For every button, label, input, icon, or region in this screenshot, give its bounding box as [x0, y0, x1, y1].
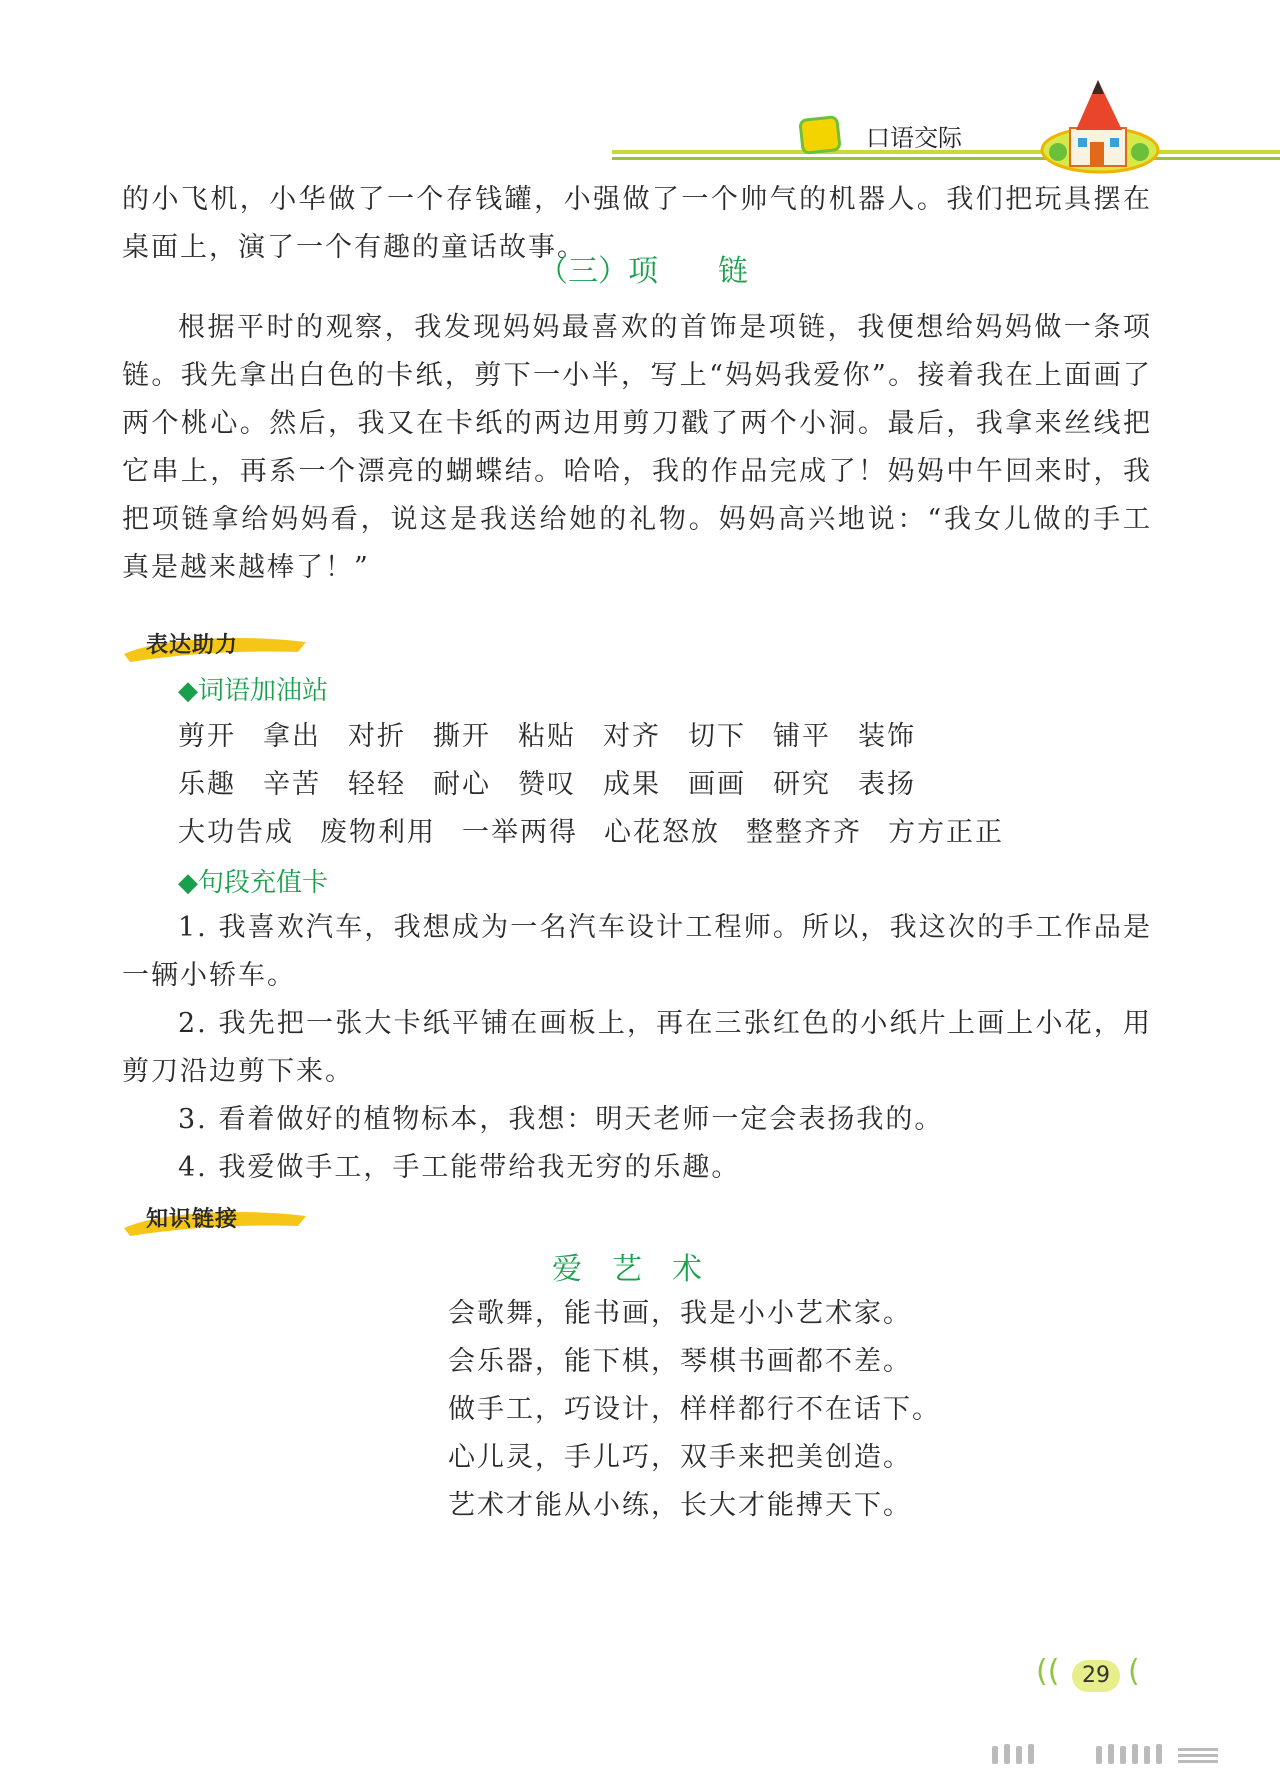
footer-watermark-icon [988, 1740, 1248, 1768]
header-rule-lower [612, 157, 1280, 160]
sentence-item: 1. 我喜欢汽车，我想成为一名汽车设计工程师。所以，我这次的手工作品是一辆小轿车。 [122, 912, 1152, 991]
word-item: 切下 [688, 721, 746, 752]
word-item: 画画 [688, 769, 746, 800]
moon-right-icon: ( [1128, 1654, 1140, 1689]
pencil-house-icon [1040, 80, 1160, 180]
poem-line: 艺术才能从小练，长大才能搏天下。 [448, 1490, 912, 1521]
word-row-3 [178, 810, 1030, 849]
sentence-card-title: ◆句段充值卡 [178, 868, 328, 898]
word-item: 对齐 [603, 721, 661, 752]
poem-line: 做手工，巧设计，样样都行不在话下。 [448, 1394, 941, 1425]
word-item: 剪开 [178, 721, 236, 752]
section-title: 口语交际 [866, 124, 962, 152]
word-item: 方方正正 [888, 817, 1004, 848]
word-row-1 [178, 714, 943, 753]
word-item: 成果 [603, 769, 661, 800]
word-item: 粘贴 [518, 721, 576, 752]
word-item: 研究 [773, 769, 831, 800]
sentence-item: 3. 看着做好的植物标本，我想：明天老师一定会表扬我的。 [178, 1104, 944, 1135]
poem-title: 爱 艺 术 [552, 1252, 702, 1287]
expression-tag [120, 624, 310, 664]
word-item: 装饰 [858, 721, 916, 752]
word-item: 表扬 [858, 769, 916, 800]
word-item: 撕开 [433, 721, 491, 752]
knowledge-tag [120, 1198, 310, 1238]
poem-line: 心儿灵，手儿巧，双手来把美创造。 [448, 1442, 912, 1473]
story-continuation: 的小飞机，小华做了一个存钱罐，小强做了一个帅气的机器人。我们把玩具摆在桌面上，演了一个有趣的童话故事。 [122, 184, 1152, 263]
header-badge-icon [798, 115, 842, 155]
word-item: 耐心 [433, 769, 491, 800]
word-item: 轻轻 [348, 769, 406, 800]
word-item: 铺平 [773, 721, 831, 752]
poem-line: 会歌舞，能书画，我是小小艺术家。 [448, 1298, 912, 1329]
word-item: 整整齐齐 [746, 817, 862, 848]
word-item: 拿出 [263, 721, 321, 752]
expression-tag-label: 表达助力 [146, 633, 239, 658]
page-number: 29 [1072, 1660, 1120, 1692]
word-item: 废物利用 [320, 817, 436, 848]
necklace-paragraph: 根据平时的观察，我发现妈妈最喜欢的首饰是项链，我便想给妈妈做一条项链。我先拿出白色的卡纸，剪下一小半，写上“妈妈我爱你”。接着我在上面画了两个桃心。然后，我又在卡纸的两边用剪刀戳了两个小洞。最后，我拿来丝线把它串上，再系一个漂亮的蝴蝶结。哈哈，我的作品完成了！妈妈中午回来时，我把项链拿给妈妈看，说这是我送给她的礼物。妈妈高兴地说：“我女儿做的手工真是越来越棒了！” [122, 312, 1152, 583]
word-item: 乐趣 [178, 769, 236, 800]
word-item: 大功告成 [178, 817, 294, 848]
word-item: 一举两得 [462, 817, 578, 848]
words-station-title: ◆词语加油站 [178, 676, 328, 706]
word-item: 心花怒放 [604, 817, 720, 848]
word-row-2 [178, 762, 943, 801]
word-item: 辛苦 [263, 769, 321, 800]
word-item: 赞叹 [518, 769, 576, 800]
sentence-item: 2. 我先把一张大卡纸平铺在画板上，再在三张红色的小纸片上画上小花，用剪刀沿边剪下来。 [122, 1008, 1152, 1087]
sentence-item: 4. 我爱做手工，手工能带给我无穷的乐趣。 [178, 1152, 741, 1183]
word-item: 对折 [348, 721, 406, 752]
knowledge-tag-label: 知识链接 [146, 1207, 239, 1232]
poem-line: 会乐器，能下棋，琴棋书画都不差。 [448, 1346, 912, 1377]
moon-left-icon: (( [1036, 1654, 1060, 1689]
section-heading: （三）项 链 [538, 254, 748, 289]
